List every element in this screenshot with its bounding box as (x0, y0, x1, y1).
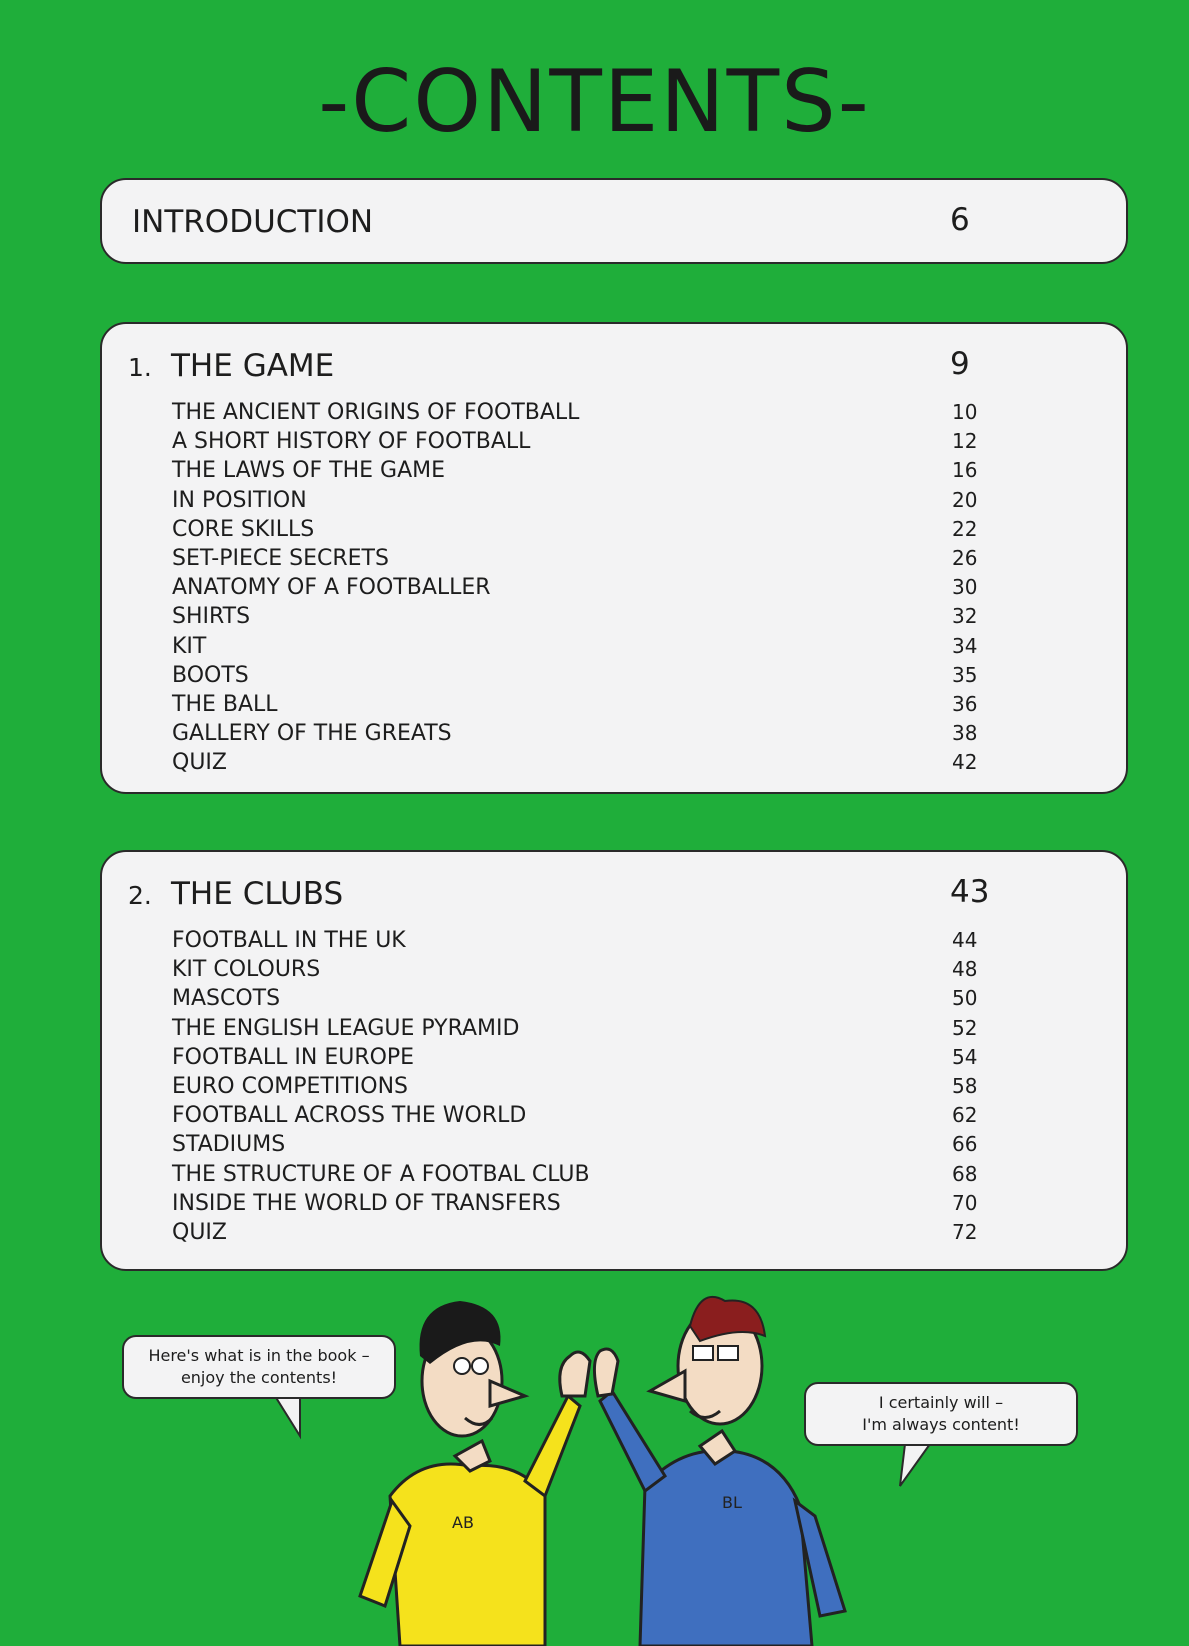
toc-item (172, 748, 1072, 777)
toc-item-label: INSIDE THE WORLD OF TRANSFERS (172, 1190, 561, 1216)
toc-item-page: 72 (952, 1219, 978, 1244)
toc-item (172, 427, 1072, 456)
toc-item-page: 26 (952, 545, 978, 570)
introduction-label: INTRODUCTION (132, 204, 374, 240)
toc-item-label: EURO COMPETITIONS (172, 1073, 409, 1099)
toc-item-label: MASCOTS (172, 986, 281, 1012)
speech-line: Here's what is in the book – (148, 1346, 370, 1365)
toc-item (172, 690, 1072, 719)
section-title: THE GAME (171, 348, 335, 384)
toc-item-page: 36 (952, 691, 978, 716)
shirt-label-bl: BL (722, 1493, 742, 1512)
toc-item-label: THE ENGLISH LEAGUE PYRAMID (172, 1015, 520, 1041)
toc-item-label: THE STRUCTURE OF A FOOTBAL CLUB (172, 1161, 590, 1187)
toc-item-page: 50 (952, 986, 978, 1011)
toc-item-page: 66 (952, 1132, 978, 1157)
shirt-label-ab: AB (452, 1513, 474, 1532)
toc-item-page: 12 (952, 429, 978, 454)
toc-item (172, 1218, 1072, 1247)
toc-item-label: FOOTBALL IN THE UK (172, 928, 406, 953)
toc-item-page: 62 (952, 1103, 978, 1128)
toc-item-page: 48 (952, 957, 978, 982)
toc-item (172, 1101, 1072, 1130)
toc-item-label: STADIUMS (172, 1132, 286, 1158)
introduction-panel (100, 178, 1128, 264)
toc-item (172, 1160, 1072, 1189)
section-title: THE CLUBS (171, 876, 344, 912)
toc-item-label: QUIZ (172, 750, 227, 776)
introduction-page: 6 (950, 202, 970, 238)
section-page: 9 (950, 346, 970, 382)
toc-item-page: 32 (952, 604, 978, 629)
toc-item-page: 10 (952, 400, 978, 424)
toc-item-page: 68 (952, 1161, 978, 1186)
speech-line: I'm always content! (862, 1415, 1020, 1434)
toc-item (172, 456, 1072, 485)
toc-item-label: THE LAWS OF THE GAME (172, 458, 446, 484)
toc-item-page: 34 (952, 633, 978, 658)
toc-item (172, 661, 1072, 690)
section-page: 43 (950, 874, 990, 910)
section-items-list (172, 926, 1072, 1247)
toc-item-page: 52 (952, 1015, 978, 1040)
toc-item-page: 44 (952, 928, 978, 952)
toc-item-label: IN POSITION (172, 487, 307, 513)
toc-item-label: SHIRTS (172, 604, 251, 630)
section-the-clubs-panel (100, 850, 1128, 1271)
toc-item-label: FOOTBALL ACROSS THE WORLD (172, 1103, 527, 1129)
section-number: 2. (128, 881, 152, 910)
toc-item-label: SET-PIECE SECRETS (172, 545, 389, 571)
toc-item (172, 573, 1072, 602)
speech-tail-right (900, 1444, 930, 1486)
toc-item-page: 16 (952, 458, 978, 483)
toc-item (172, 955, 1072, 984)
toc-item (172, 544, 1072, 573)
toc-item-page: 42 (952, 750, 978, 775)
section-the-game-panel (100, 322, 1128, 794)
page-title: -CONTENTS- (318, 52, 871, 152)
toc-item (172, 486, 1072, 515)
toc-item-page: 30 (952, 575, 978, 600)
toc-item-label: A SHORT HISTORY OF FOOTBALL (172, 429, 531, 455)
toc-item (172, 398, 1072, 427)
toc-item (172, 1043, 1072, 1072)
toc-item-label: FOOTBALL IN EUROPE (172, 1044, 415, 1070)
toc-item-label: THE BALL (172, 691, 278, 717)
speech-bubble-left (122, 1335, 396, 1399)
speech-bubble-right (804, 1382, 1078, 1446)
toc-item-label: KIT COLOURS (172, 957, 321, 983)
toc-item (172, 1130, 1072, 1159)
toc-item (172, 632, 1072, 661)
toc-item-page: 20 (952, 487, 978, 512)
toc-item-page: 35 (952, 662, 978, 687)
toc-item-label: KIT (172, 633, 207, 659)
toc-item (172, 1189, 1072, 1218)
section-number: 1. (128, 353, 152, 382)
section-heading (128, 876, 343, 912)
toc-item-label: THE ANCIENT ORIGINS OF FOOTBALL (172, 400, 580, 425)
toc-item (172, 1072, 1072, 1101)
toc-item-label: QUIZ (172, 1219, 227, 1245)
cartoon-illustration (0, 1246, 1189, 1646)
speech-line: enjoy the contents! (180, 1368, 338, 1387)
speech-tail-left (275, 1396, 300, 1436)
section-heading (128, 348, 334, 384)
toc-item (172, 984, 1072, 1013)
toc-item-label: GALLERY OF THE GREATS (172, 721, 452, 747)
character-bl (594, 1297, 845, 1646)
toc-item-page: 22 (952, 516, 978, 541)
section-items-list (172, 398, 1072, 777)
toc-item-label: ANATOMY OF A FOOTBALLER (172, 575, 491, 601)
speech-line: I certainly will – (878, 1393, 1004, 1412)
toc-item (172, 926, 1072, 955)
toc-item (172, 1014, 1072, 1043)
toc-item (172, 602, 1072, 631)
toc-item-label: CORE SKILLS (172, 516, 315, 542)
toc-item-page: 38 (952, 721, 978, 746)
toc-item-label: BOOTS (172, 662, 249, 688)
toc-item (172, 515, 1072, 544)
toc-item-page: 58 (952, 1073, 978, 1098)
toc-item-page: 70 (952, 1190, 978, 1215)
toc-item (172, 719, 1072, 748)
toc-item-page: 54 (952, 1044, 978, 1069)
